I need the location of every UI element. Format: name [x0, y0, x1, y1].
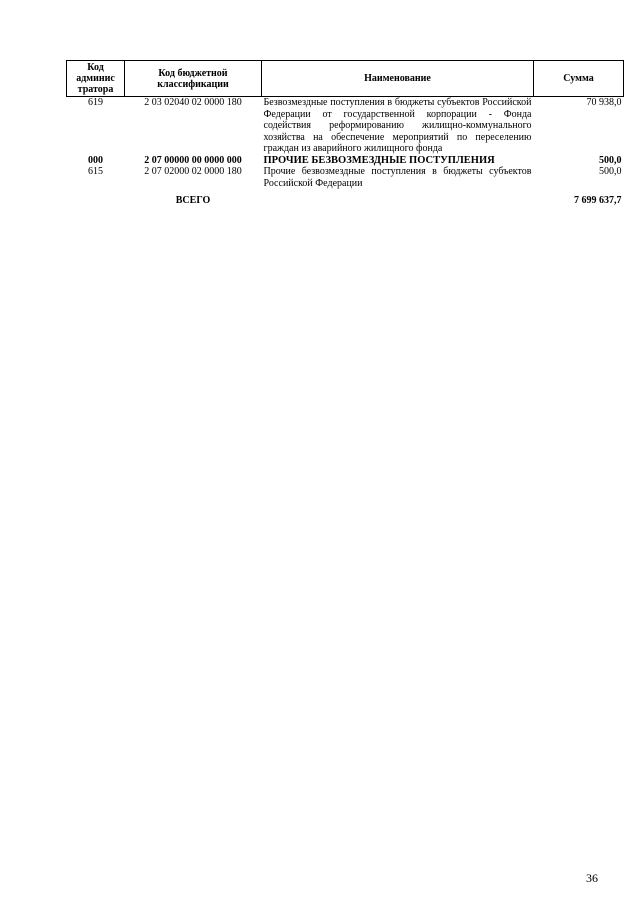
header-name: Наименование: [262, 61, 534, 97]
name-cell: Прочие безвозмездные поступления в бюджеты субъектов Российской Федерации: [263, 166, 532, 189]
budget-code-cell: 2 07 02000 02 0000 180: [144, 166, 242, 177]
table-body: [67, 97, 624, 207]
total-sum: 7 699 637,7: [574, 195, 622, 206]
empty-cell: [67, 189, 125, 207]
admin-code-cell: 000: [88, 154, 103, 166]
name-cell: Безвозмездные поступления в бюджеты субъектов Российской Федерации от государственной корпорации - Фонда содействия реформированию жилищно-коммунального хозяйства на обеспечение мероприятий по переселению граждан из аварийного жилищного фонда: [263, 97, 532, 154]
sum-cell: 500,0: [599, 154, 622, 166]
total-label: ВСЕГО: [175, 195, 211, 206]
table-row: [67, 97, 624, 155]
admin-code-cell: 619: [88, 97, 103, 108]
header-sum: Сумма: [534, 61, 624, 97]
name-cell: ПРОЧИЕ БЕЗВОЗМЕЗДНЫЕ ПОСТУПЛЕНИЯ: [263, 154, 495, 166]
empty-cell: [262, 189, 534, 207]
total-row: [67, 189, 624, 207]
sum-cell: 500,0: [599, 166, 622, 177]
budget-revenue-table: [66, 60, 624, 207]
table-row: [67, 166, 624, 189]
budget-code-cell: 2 03 02040 02 0000 180: [144, 97, 242, 108]
page-number: 36: [586, 871, 598, 885]
admin-code-cell: 615: [88, 166, 103, 177]
table-row: [67, 155, 624, 167]
header-budget-code: Код бюджетной классификации: [125, 61, 262, 97]
sum-cell: 70 938,0: [586, 97, 622, 108]
budget-code-cell: 2 07 00000 00 0000 000: [144, 154, 242, 166]
table-header: [67, 61, 624, 97]
header-admin-code: Код админис тратора: [67, 61, 125, 97]
header-row: [67, 61, 624, 97]
